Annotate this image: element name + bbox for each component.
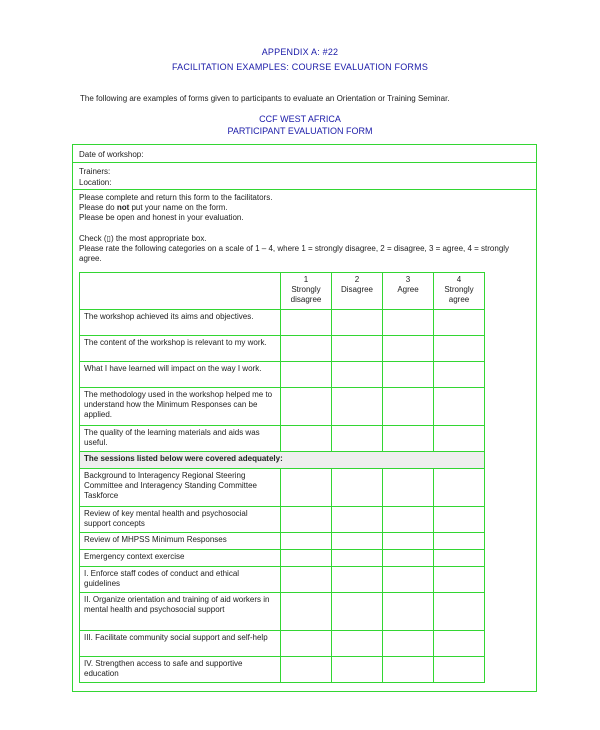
rating-checkbox-4[interactable] (434, 426, 485, 452)
rating-checkbox-3[interactable] (383, 426, 434, 452)
row-label: Background to Interagency Regional Steering Committee and Interagency Standing Committee Taskforce (80, 469, 281, 507)
table-row (80, 388, 485, 426)
rating-checkbox-4[interactable] (434, 550, 485, 567)
rating-checkbox-4[interactable] (434, 310, 485, 336)
table-row (80, 593, 485, 631)
rating-checkbox-2[interactable] (332, 550, 383, 567)
section-label: The sessions listed below were covered adequately: (80, 452, 485, 469)
instruction-no-name (79, 203, 519, 213)
rating-checkbox-2[interactable] (332, 631, 383, 657)
table-row (80, 533, 485, 550)
rating-checkbox-1[interactable] (281, 507, 332, 533)
table-row (80, 631, 485, 657)
row-label: I. Enforce staff codes of conduct and ethical guidelines (80, 567, 281, 593)
rating-checkbox-1[interactable] (281, 593, 332, 631)
divider (73, 189, 536, 190)
rating-checkbox-3[interactable] (383, 533, 434, 550)
rating-checkbox-3[interactable] (383, 507, 434, 533)
divider (73, 162, 536, 163)
category-header-cell (80, 273, 281, 310)
rating-checkbox-2[interactable] (332, 388, 383, 426)
rating-checkbox-4[interactable] (434, 362, 485, 388)
row-label: The content of the workshop is relevant to my work. (80, 336, 281, 362)
rating-checkbox-1[interactable] (281, 631, 332, 657)
rating-checkbox-3[interactable] (383, 388, 434, 426)
rating-checkbox-1[interactable] (281, 426, 332, 452)
location-field[interactable]: Location: (79, 178, 112, 187)
rating-checkbox-4[interactable] (434, 567, 485, 593)
row-label: The quality of the learning materials and aids was useful. (80, 426, 281, 452)
rating-checkbox-3[interactable] (383, 550, 434, 567)
table-row (80, 567, 485, 593)
rating-checkbox-4[interactable] (434, 631, 485, 657)
intro-text: The following are examples of forms given to participants to evaluate an Orientation or Training Seminar. (80, 94, 450, 103)
table-row (80, 550, 485, 567)
rating-checkbox-3[interactable] (383, 567, 434, 593)
rating-checkbox-4[interactable] (434, 593, 485, 631)
instruction-honest: Please be open and honest in your evaluation. (79, 213, 244, 222)
evaluation-form-box (72, 144, 537, 692)
rating-checkbox-2[interactable] (332, 657, 383, 683)
column-header-agree: 3 Agree (383, 273, 434, 310)
rating-checkbox-4[interactable] (434, 388, 485, 426)
rating-checkbox-2[interactable] (332, 362, 383, 388)
instruction-rating-scale: Please rate the following categories on a scale of 1 – 4, where 1 = strongly disagree, 2 = disagree, 3 = agree, 4 = strongly agree. (79, 244, 510, 263)
row-label: Emergency context exercise (80, 550, 281, 567)
rating-checkbox-4[interactable] (434, 657, 485, 683)
rating-checkbox-1[interactable] (281, 533, 332, 550)
instruction-check-box: Check (▯) the most appropriate box. (79, 234, 207, 243)
row-label: Review of key mental health and psychosocial support concepts (80, 507, 281, 533)
appendix-heading: APPENDIX A: #22 (261, 47, 339, 57)
rating-checkbox-4[interactable] (434, 336, 485, 362)
rating-checkbox-4[interactable] (434, 507, 485, 533)
row-label: The workshop achieved its aims and objectives. (80, 310, 281, 336)
rating-checkbox-4[interactable] (434, 533, 485, 550)
facilitation-subtitle: FACILITATION EXAMPLES: COURSE EVALUATION FORMS (171, 62, 429, 72)
rating-checkbox-1[interactable] (281, 550, 332, 567)
rating-checkbox-2[interactable] (332, 336, 383, 362)
table-row (80, 469, 485, 507)
rating-checkbox-2[interactable] (332, 469, 383, 507)
column-header-disagree: 2 Disagree (332, 273, 383, 310)
table-row (80, 362, 485, 388)
trainers-field[interactable]: Trainers: (79, 167, 111, 176)
rating-checkbox-1[interactable] (281, 362, 332, 388)
row-label: IV. Strengthen access to safe and supportive education (80, 657, 281, 683)
instruction-text: Please do (79, 203, 117, 212)
organization-name: CCF WEST AFRICA (259, 114, 341, 124)
rating-checkbox-3[interactable] (383, 631, 434, 657)
rating-checkbox-3[interactable] (383, 593, 434, 631)
table-row (80, 426, 485, 452)
row-label: Review of MHPSS Minimum Responses (80, 533, 281, 550)
row-label: What I have learned will impact on the way I work. (80, 362, 281, 388)
table-header-row (80, 273, 485, 310)
rating-checkbox-1[interactable] (281, 469, 332, 507)
rating-checkbox-1[interactable] (281, 388, 332, 426)
column-header-strongly-disagree: 1 Strongly disagree (281, 273, 332, 310)
rating-checkbox-1[interactable] (281, 310, 332, 336)
table-row (80, 310, 485, 336)
rating-checkbox-2[interactable] (332, 567, 383, 593)
rating-checkbox-3[interactable] (383, 336, 434, 362)
row-label: II. Organize orientation and training of aid workers in mental health and psychosocial support (80, 593, 281, 631)
instruction-text: put your name on the form. (129, 203, 228, 212)
rating-checkbox-4[interactable] (434, 469, 485, 507)
rating-checkbox-2[interactable] (332, 426, 383, 452)
table-row (80, 336, 485, 362)
form-title: PARTICIPANT EVALUATION FORM (227, 126, 373, 136)
rating-checkbox-1[interactable] (281, 567, 332, 593)
rating-checkbox-3[interactable] (383, 362, 434, 388)
table-row (80, 507, 485, 533)
row-label: The methodology used in the workshop helped me to understand how the Minimum Responses can be applied. (80, 388, 281, 426)
rating-checkbox-3[interactable] (383, 469, 434, 507)
rating-checkbox-2[interactable] (332, 310, 383, 336)
rating-table (79, 272, 485, 683)
section-header-row (80, 452, 485, 469)
rating-checkbox-1[interactable] (281, 657, 332, 683)
rating-checkbox-2[interactable] (332, 507, 383, 533)
column-header-strongly-agree: 4 Strongly agree (434, 273, 485, 310)
rating-checkbox-2[interactable] (332, 533, 383, 550)
row-label: III. Facilitate community social support and self-help (80, 631, 281, 657)
table-row (80, 657, 485, 683)
instruction-emphasis: not (116, 203, 130, 212)
rating-checkbox-3[interactable] (383, 657, 434, 683)
date-of-workshop-field[interactable]: Date of workshop: (79, 150, 144, 159)
instruction-return: Please complete and return this form to the facilitators. (79, 193, 273, 202)
rating-checkbox-2[interactable] (332, 593, 383, 631)
rating-checkbox-1[interactable] (281, 336, 332, 362)
rating-checkbox-3[interactable] (383, 310, 434, 336)
